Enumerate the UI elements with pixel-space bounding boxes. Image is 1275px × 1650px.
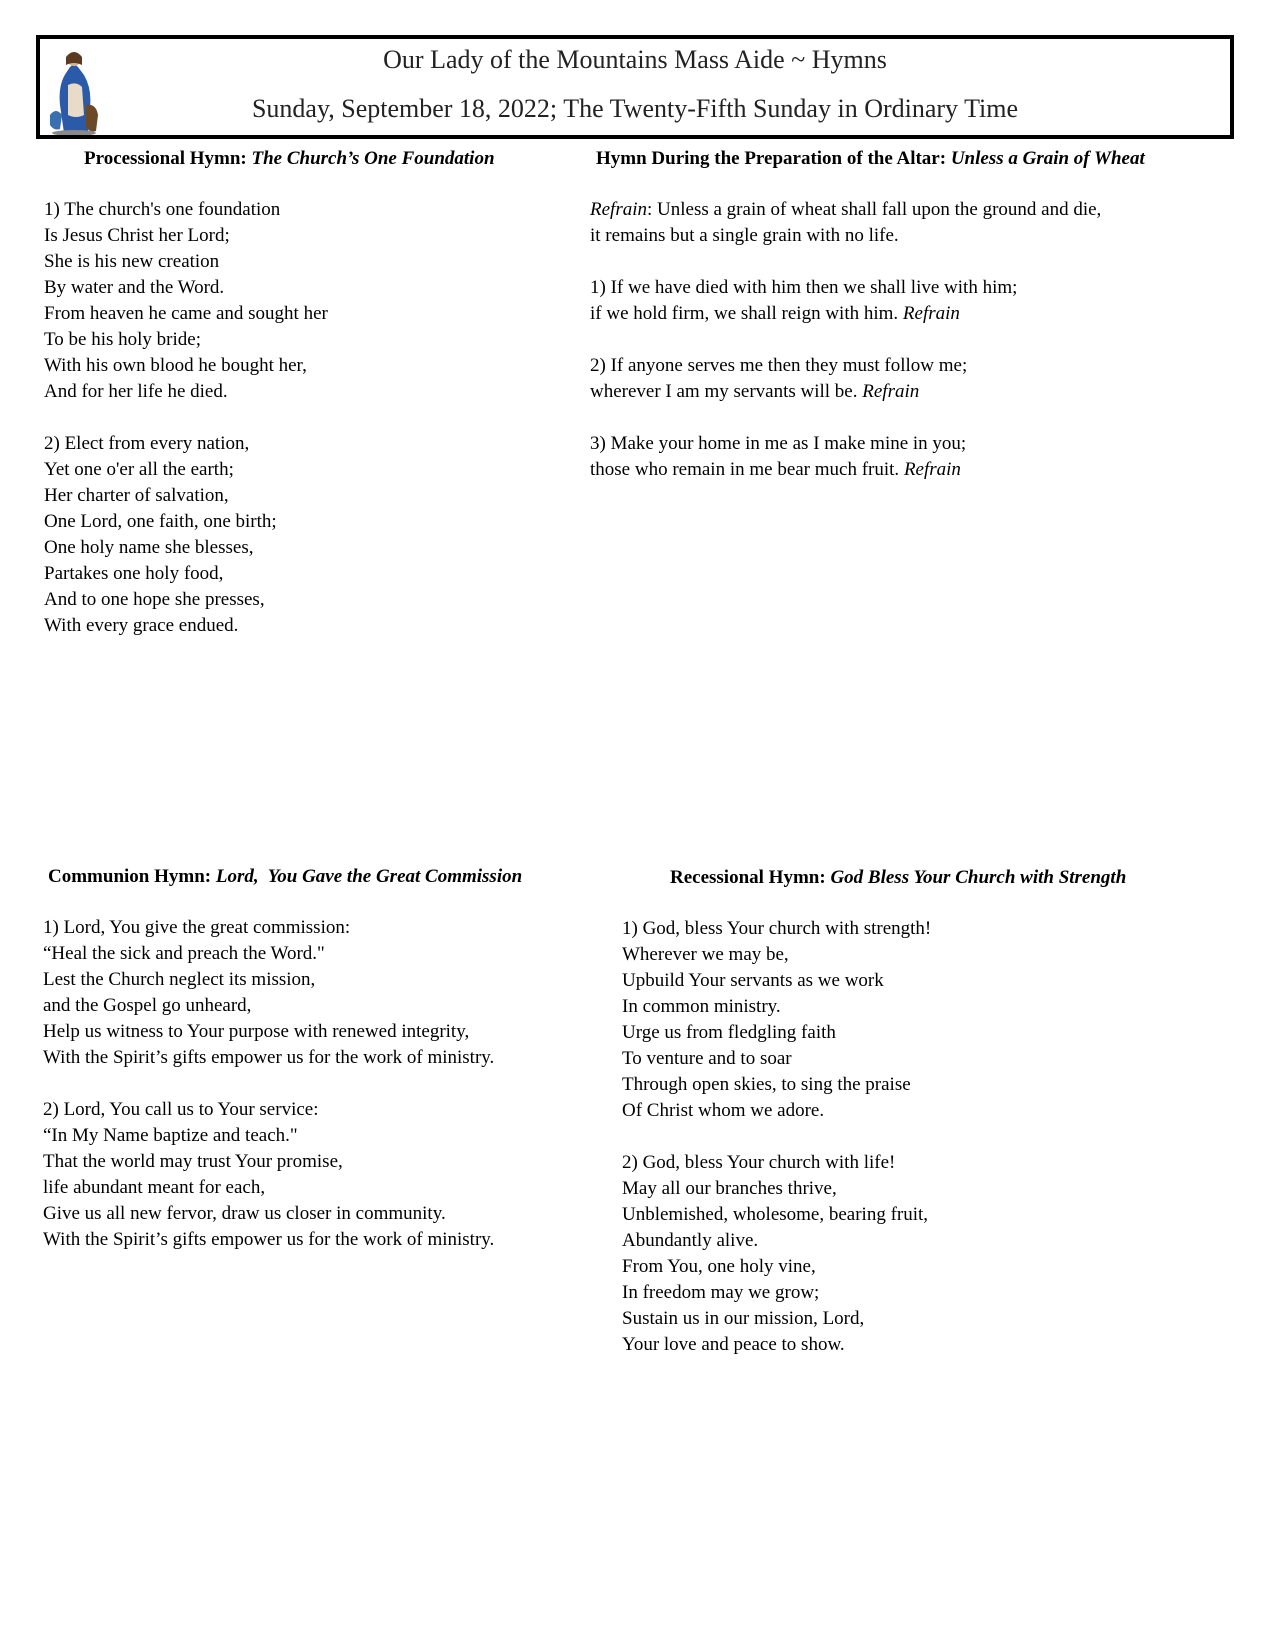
heading-label: Communion Hymn: bbox=[48, 866, 216, 887]
page-subtitle: Sunday, September 18, 2022; The Twenty-Fifth Sunday in Ordinary Time bbox=[251, 94, 1019, 123]
lyric-line: Of Christ whom we adore. bbox=[622, 1100, 825, 1121]
lyric-line: In common ministry. bbox=[622, 996, 781, 1017]
lyric-line: “In My Name baptize and teach." bbox=[43, 1125, 298, 1146]
heading-label: Processional Hymn: bbox=[84, 148, 252, 169]
lyric-line: Her charter of salvation, bbox=[44, 485, 229, 506]
lyric-line: 2) God, bless Your church with life! bbox=[622, 1152, 896, 1173]
verse bbox=[590, 275, 1101, 327]
processional-hymn-lyrics bbox=[44, 172, 328, 639]
lyric-line: Is Jesus Christ her Lord; bbox=[44, 225, 230, 246]
heading-label: Hymn During the Preparation of the Altar: bbox=[596, 148, 951, 169]
lyric-line: She is his new creation bbox=[44, 251, 220, 272]
verse bbox=[44, 431, 328, 639]
lyric-line: Lest the Church neglect its mission, bbox=[43, 969, 316, 990]
lyric-line: Wherever we may be, bbox=[622, 944, 789, 965]
lyric-line: And for her life he died. bbox=[44, 381, 228, 402]
hymn-title: God Bless Your Church with Strength bbox=[830, 867, 1127, 888]
lyric-line: and the Gospel go unheard, bbox=[43, 995, 252, 1016]
lyric-line: To venture and to soar bbox=[622, 1048, 792, 1069]
lyric-line: Help us witness to Your purpose with renewed integrity, bbox=[43, 1021, 470, 1042]
lyric-line: With his own blood he bought her, bbox=[44, 355, 307, 376]
recessional-hymn-section bbox=[670, 866, 1126, 890]
lyric-line: With every grace endued. bbox=[44, 615, 239, 636]
refrain-label: Refrain bbox=[902, 303, 960, 324]
lyric-line: Your love and peace to show. bbox=[622, 1334, 845, 1355]
lyric-line: Give us all new fervor, draw us closer in community. bbox=[43, 1203, 446, 1224]
lyric-line: Urge us from fledgling faith bbox=[622, 1022, 836, 1043]
lyric-line: One holy name she blesses, bbox=[44, 537, 254, 558]
recessional-hymn-lyrics bbox=[622, 891, 931, 1358]
lyric-line: life abundant meant for each, bbox=[43, 1177, 266, 1198]
verse bbox=[590, 353, 1101, 405]
processional-hymn-section bbox=[84, 147, 495, 171]
communion-hymn-lyrics bbox=[43, 890, 494, 1253]
heading-label: Recessional Hymn: bbox=[670, 867, 831, 888]
refrain-label: Refrain bbox=[590, 199, 647, 220]
processional-hymn-heading bbox=[84, 147, 495, 171]
lyric-line bbox=[590, 197, 1101, 223]
lyric-line: In freedom may we grow; bbox=[622, 1282, 820, 1303]
page-title: Our Lady of the Mountains Mass Aide ~ Hymns bbox=[383, 45, 887, 74]
lyric-line: That the world may trust Your promise, bbox=[43, 1151, 343, 1172]
lyric-text: if we hold firm, we shall reign with him. bbox=[590, 303, 903, 324]
lyric-text: wherever I am my servants will be. bbox=[590, 381, 863, 402]
refrain-label: Refrain bbox=[862, 381, 920, 402]
verse bbox=[43, 1097, 494, 1253]
verse bbox=[622, 916, 931, 1124]
communion-hymn-section bbox=[48, 865, 522, 889]
lyric-line: Upbuild Your servants as we work bbox=[622, 970, 884, 991]
lyric-line: And to one hope she presses, bbox=[44, 589, 265, 610]
lyric-line: 1) Lord, You give the great commission: bbox=[43, 917, 351, 938]
lyric-line: 1) If we have died with him then we shall live with him; bbox=[590, 277, 1018, 298]
header-box bbox=[36, 35, 1234, 139]
lyric-line: Through open skies, to sing the praise bbox=[622, 1074, 911, 1095]
lyric-line: 1) The church's one foundation bbox=[44, 199, 281, 220]
lyric-line: With the Spirit’s gifts empower us for the work of ministry. bbox=[43, 1047, 495, 1068]
refrain bbox=[590, 197, 1101, 249]
lyric-line: Sustain us in our mission, Lord, bbox=[622, 1308, 865, 1329]
lyric-line: May all our branches thrive, bbox=[622, 1178, 837, 1199]
lyric-line: 3) Make your home in me as I make mine in you; bbox=[590, 433, 967, 454]
preparation-hymn-section bbox=[596, 147, 1145, 171]
lyric-line: 2) If anyone serves me then they must follow me; bbox=[590, 355, 968, 376]
hymn-title: The Church’s One Foundation bbox=[251, 148, 495, 169]
lyric-line: By water and the Word. bbox=[44, 277, 225, 298]
lyric-line: One Lord, one faith, one birth; bbox=[44, 511, 277, 532]
verse bbox=[44, 197, 328, 405]
lyric-line: 2) Lord, You call us to Your service: bbox=[43, 1099, 319, 1120]
verse bbox=[43, 915, 494, 1071]
lyric-line: Yet one o'er all the earth; bbox=[44, 459, 234, 480]
lyric-line bbox=[590, 379, 1101, 405]
lyric-line bbox=[590, 457, 1101, 483]
verse bbox=[622, 1150, 931, 1358]
lyric-text: : Unless a grain of wheat shall fall upon the ground and die, bbox=[647, 199, 1102, 220]
preparation-hymn-lyrics bbox=[590, 172, 1101, 483]
lyric-text: those who remain in me bear much fruit. bbox=[590, 459, 904, 480]
lyric-line: To be his holy bride; bbox=[44, 329, 201, 350]
verse bbox=[590, 431, 1101, 483]
lyric-line: Unblemished, wholesome, bearing fruit, bbox=[622, 1204, 929, 1225]
lyric-line: 2) Elect from every nation, bbox=[44, 433, 250, 454]
preparation-hymn-heading bbox=[596, 147, 1145, 171]
refrain-label: Refrain bbox=[903, 459, 961, 480]
lyric-line: Partakes one holy food, bbox=[44, 563, 224, 584]
lyric-line: From heaven he came and sought her bbox=[44, 303, 328, 324]
lyric-line bbox=[590, 301, 1101, 327]
lyric-line: From You, one holy vine, bbox=[622, 1256, 816, 1277]
lyric-line: Abundantly alive. bbox=[622, 1230, 759, 1251]
lyric-line: “Heal the sick and preach the Word." bbox=[43, 943, 325, 964]
hymn-title: Unless a Grain of Wheat bbox=[950, 148, 1145, 169]
communion-hymn-heading bbox=[48, 865, 522, 889]
lyric-line: it remains but a single grain with no life. bbox=[590, 225, 899, 246]
lyric-line: 1) God, bless Your church with strength! bbox=[622, 918, 932, 939]
recessional-hymn-heading bbox=[670, 866, 1126, 890]
hymn-title: Lord, You Gave the Great Commission bbox=[215, 866, 523, 887]
lyric-line: With the Spirit’s gifts empower us for the work of ministry. bbox=[43, 1229, 495, 1250]
